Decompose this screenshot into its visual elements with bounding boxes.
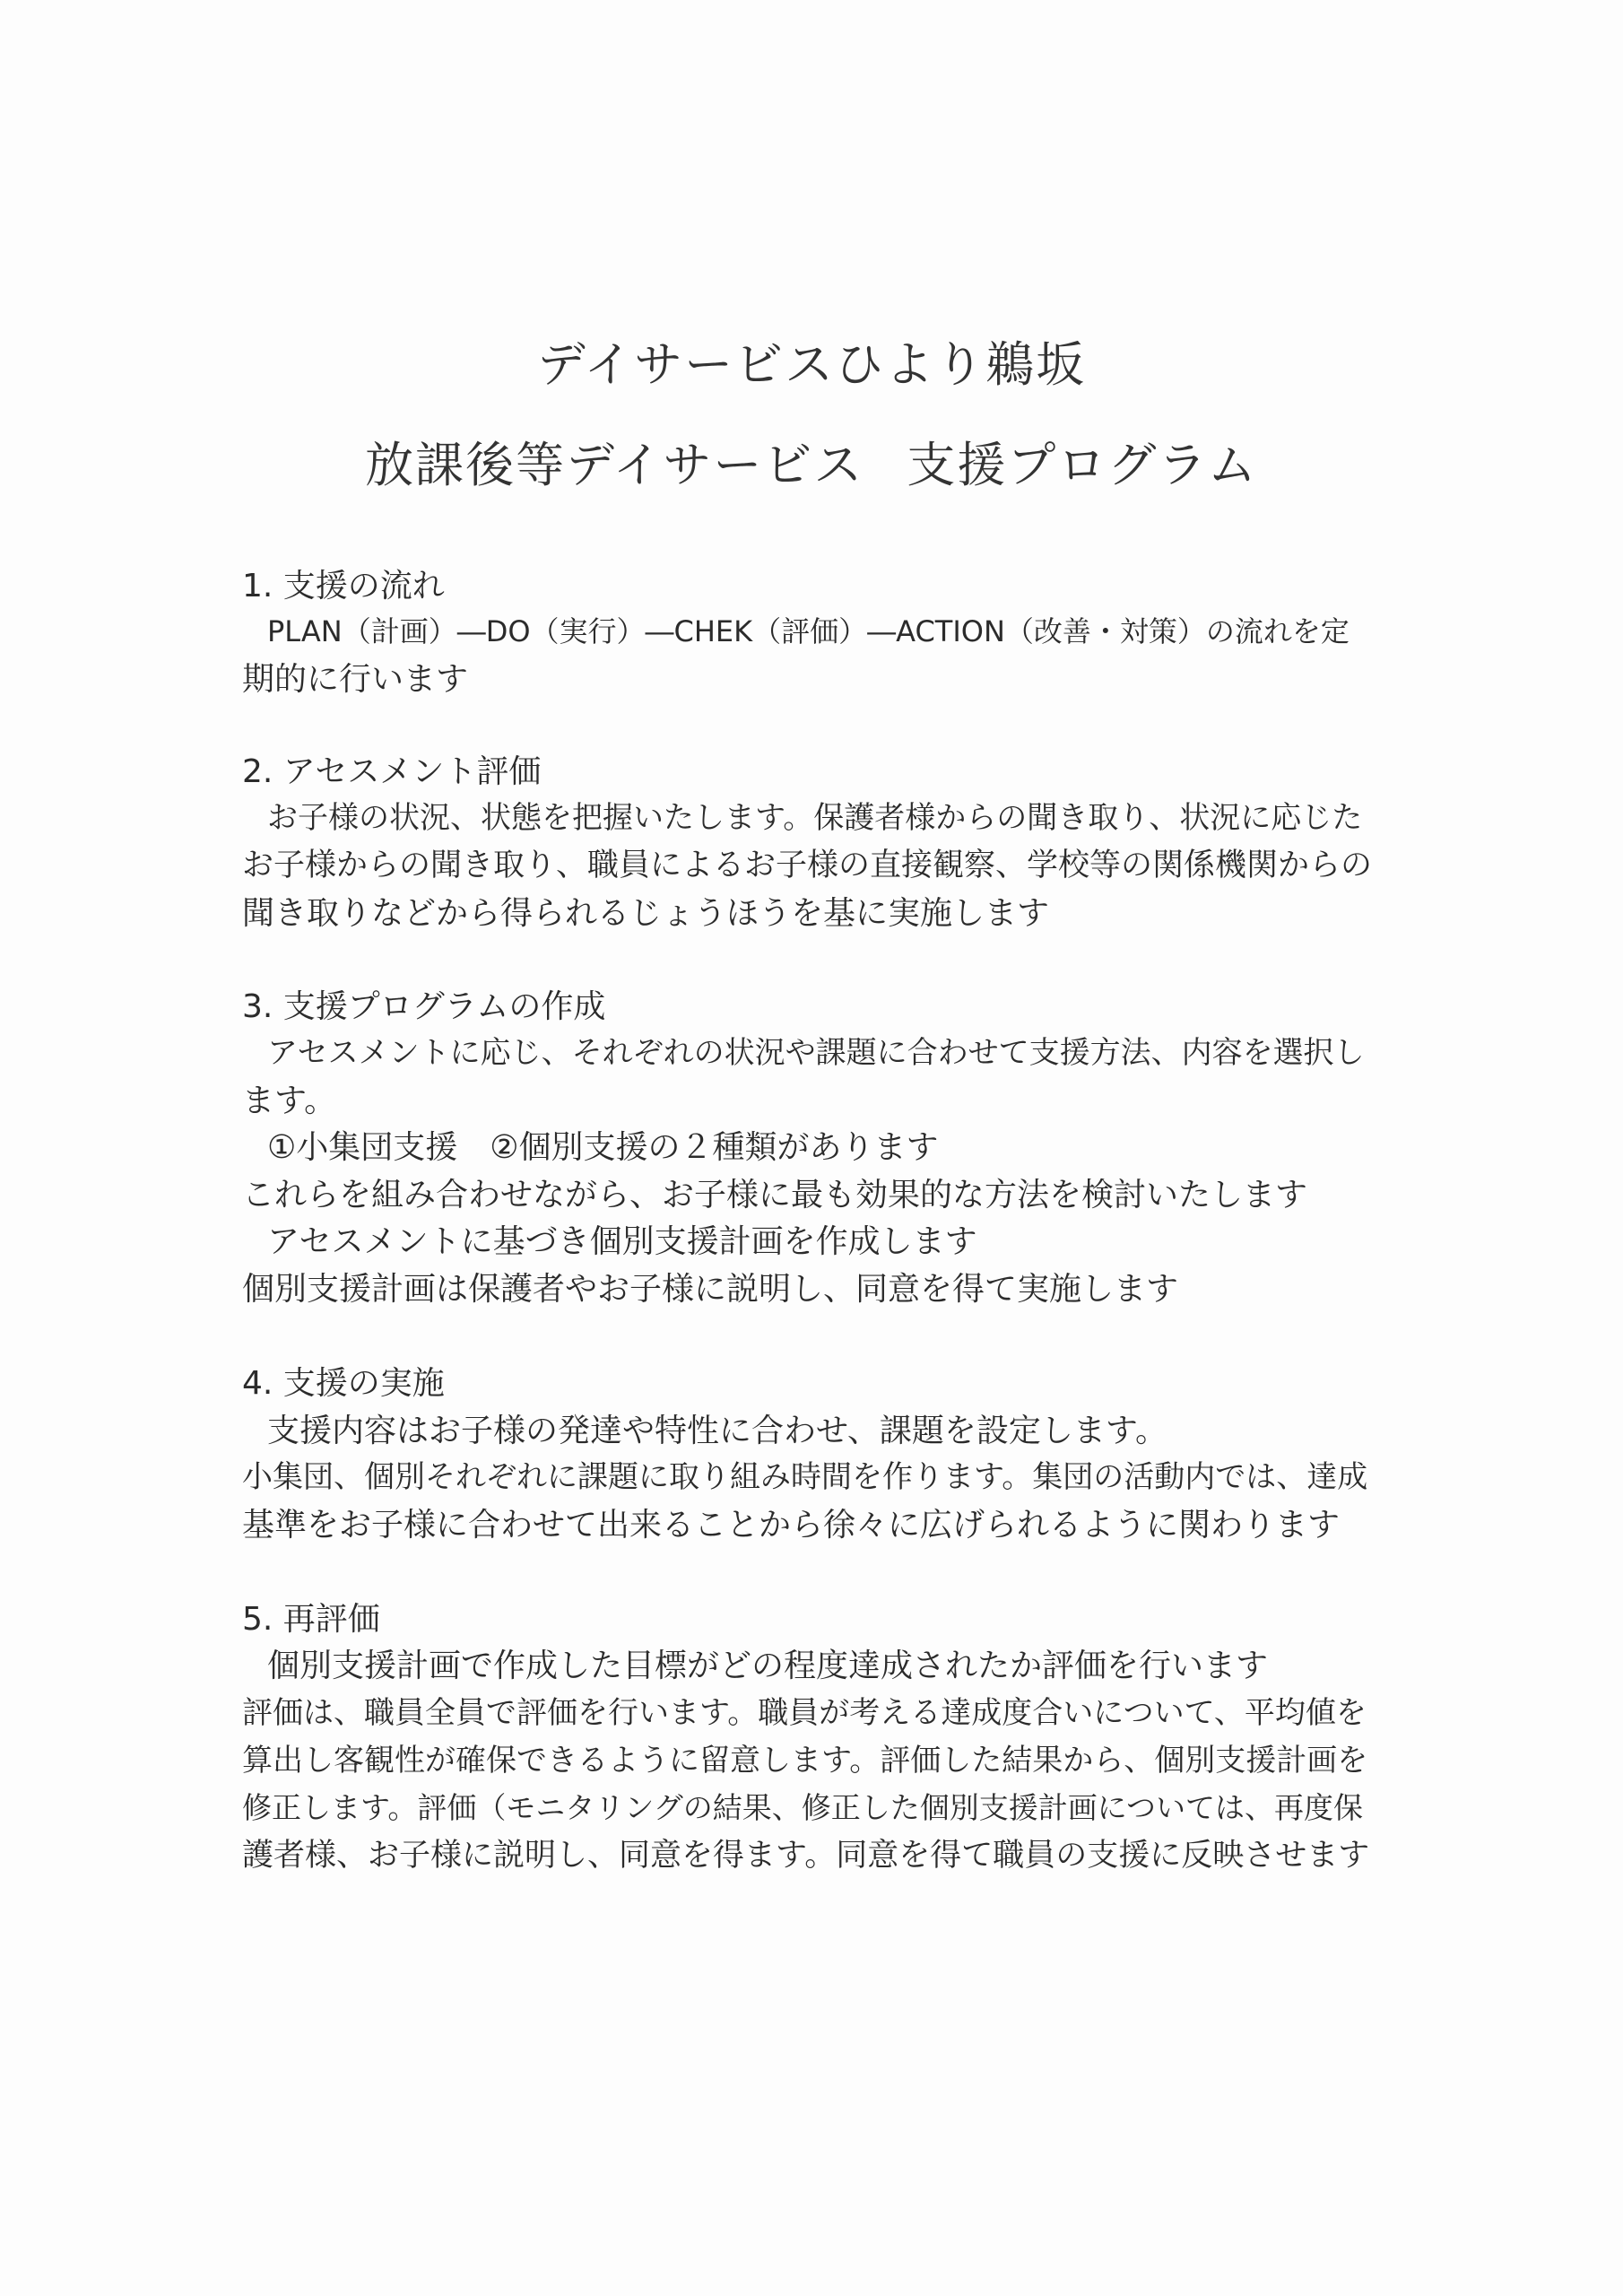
section-4-heading: 4. 支援の実施 [242, 1365, 445, 1402]
section-5-heading: 5. 再評価 [242, 1601, 380, 1638]
section-5-line-3: 算出し客観性が確保できるように留意します。評価した結果から、個別支援計画を [242, 1743, 1368, 1779]
subtitle-part-2: 支援プログラム [907, 437, 1258, 493]
section-3-line-5: アセスメントに基づき個別支援計画を作成します [267, 1223, 977, 1260]
subtitle-part-1: 放課後等デイサービス [365, 437, 864, 493]
section-2-line-3: 聞き取りなどから得られるじょうほうを基に実施します [242, 895, 1050, 932]
section-4-line-2: 小集団、個別それぞれに課題に取り組み時間を作ります。集団の活動内では、達成 [242, 1459, 1368, 1495]
section-5-line-5: 護者様、お子様に説明し、同意を得ます。同意を得て職員の支援に反映させます [242, 1838, 1370, 1874]
section-3-line-1: アセスメントに応じ、それぞれの状況や課題に合わせて支援方法、内容を選択し [267, 1035, 1365, 1071]
document-subtitle [0, 437, 1623, 493]
section-2-line-2: お子様からの聞き取り、職員によるお子様の直接観察、学校等の関係機関からの [242, 848, 1373, 883]
section-3-line-4: これらを組み合わせながら、お子様に最も効果的な方法を検討いたします [242, 1177, 1308, 1213]
section-5-line-2: 評価は、職員全員で評価を行います。職員が考える達成度合いについて、平均値を [242, 1695, 1367, 1731]
section-1-line-1: PLAN（計画）―DO（実行）―CHEK（評価）―ACTION（改善・対策）の流れを定 [267, 614, 1350, 648]
section-4-line-3: 基準をお子様に合わせて出来ることから徐々に広げられるように関わります [242, 1507, 1341, 1544]
section-3-line-2: ます。 [242, 1083, 337, 1119]
section-3-line-3: ①小集団支援 ②個別支援の２種類があります [267, 1129, 939, 1166]
section-2-line-1: お子様の状況、状態を把握いたします。保護者様からの聞き取り、状況に応じた [267, 800, 1363, 836]
section-1-heading: 1. 支援の流れ [242, 568, 445, 604]
section-5-line-4: 修正します。評価（モニタリングの結果、修正した個別支援計画については、再度保 [242, 1790, 1364, 1825]
document-title: デイサービスひより鵜坂 [536, 336, 1087, 393]
section-1-line-2: 期的に行います [242, 661, 469, 698]
section-2-heading: 2. アセスメント評価 [242, 753, 542, 790]
section-4-line-1: 支援内容はお子様の発達や特性に合わせ、課題を設定します。 [267, 1413, 1168, 1449]
section-3-heading: 3. 支援プログラムの作成 [242, 988, 606, 1025]
section-5-line-1: 個別支援計画で作成した目標がどの程度達成されたか評価を行います [267, 1648, 1269, 1684]
section-3-line-6: 個別支援計画は保護者やお子様に説明し、同意を得て実施します [242, 1271, 1179, 1308]
